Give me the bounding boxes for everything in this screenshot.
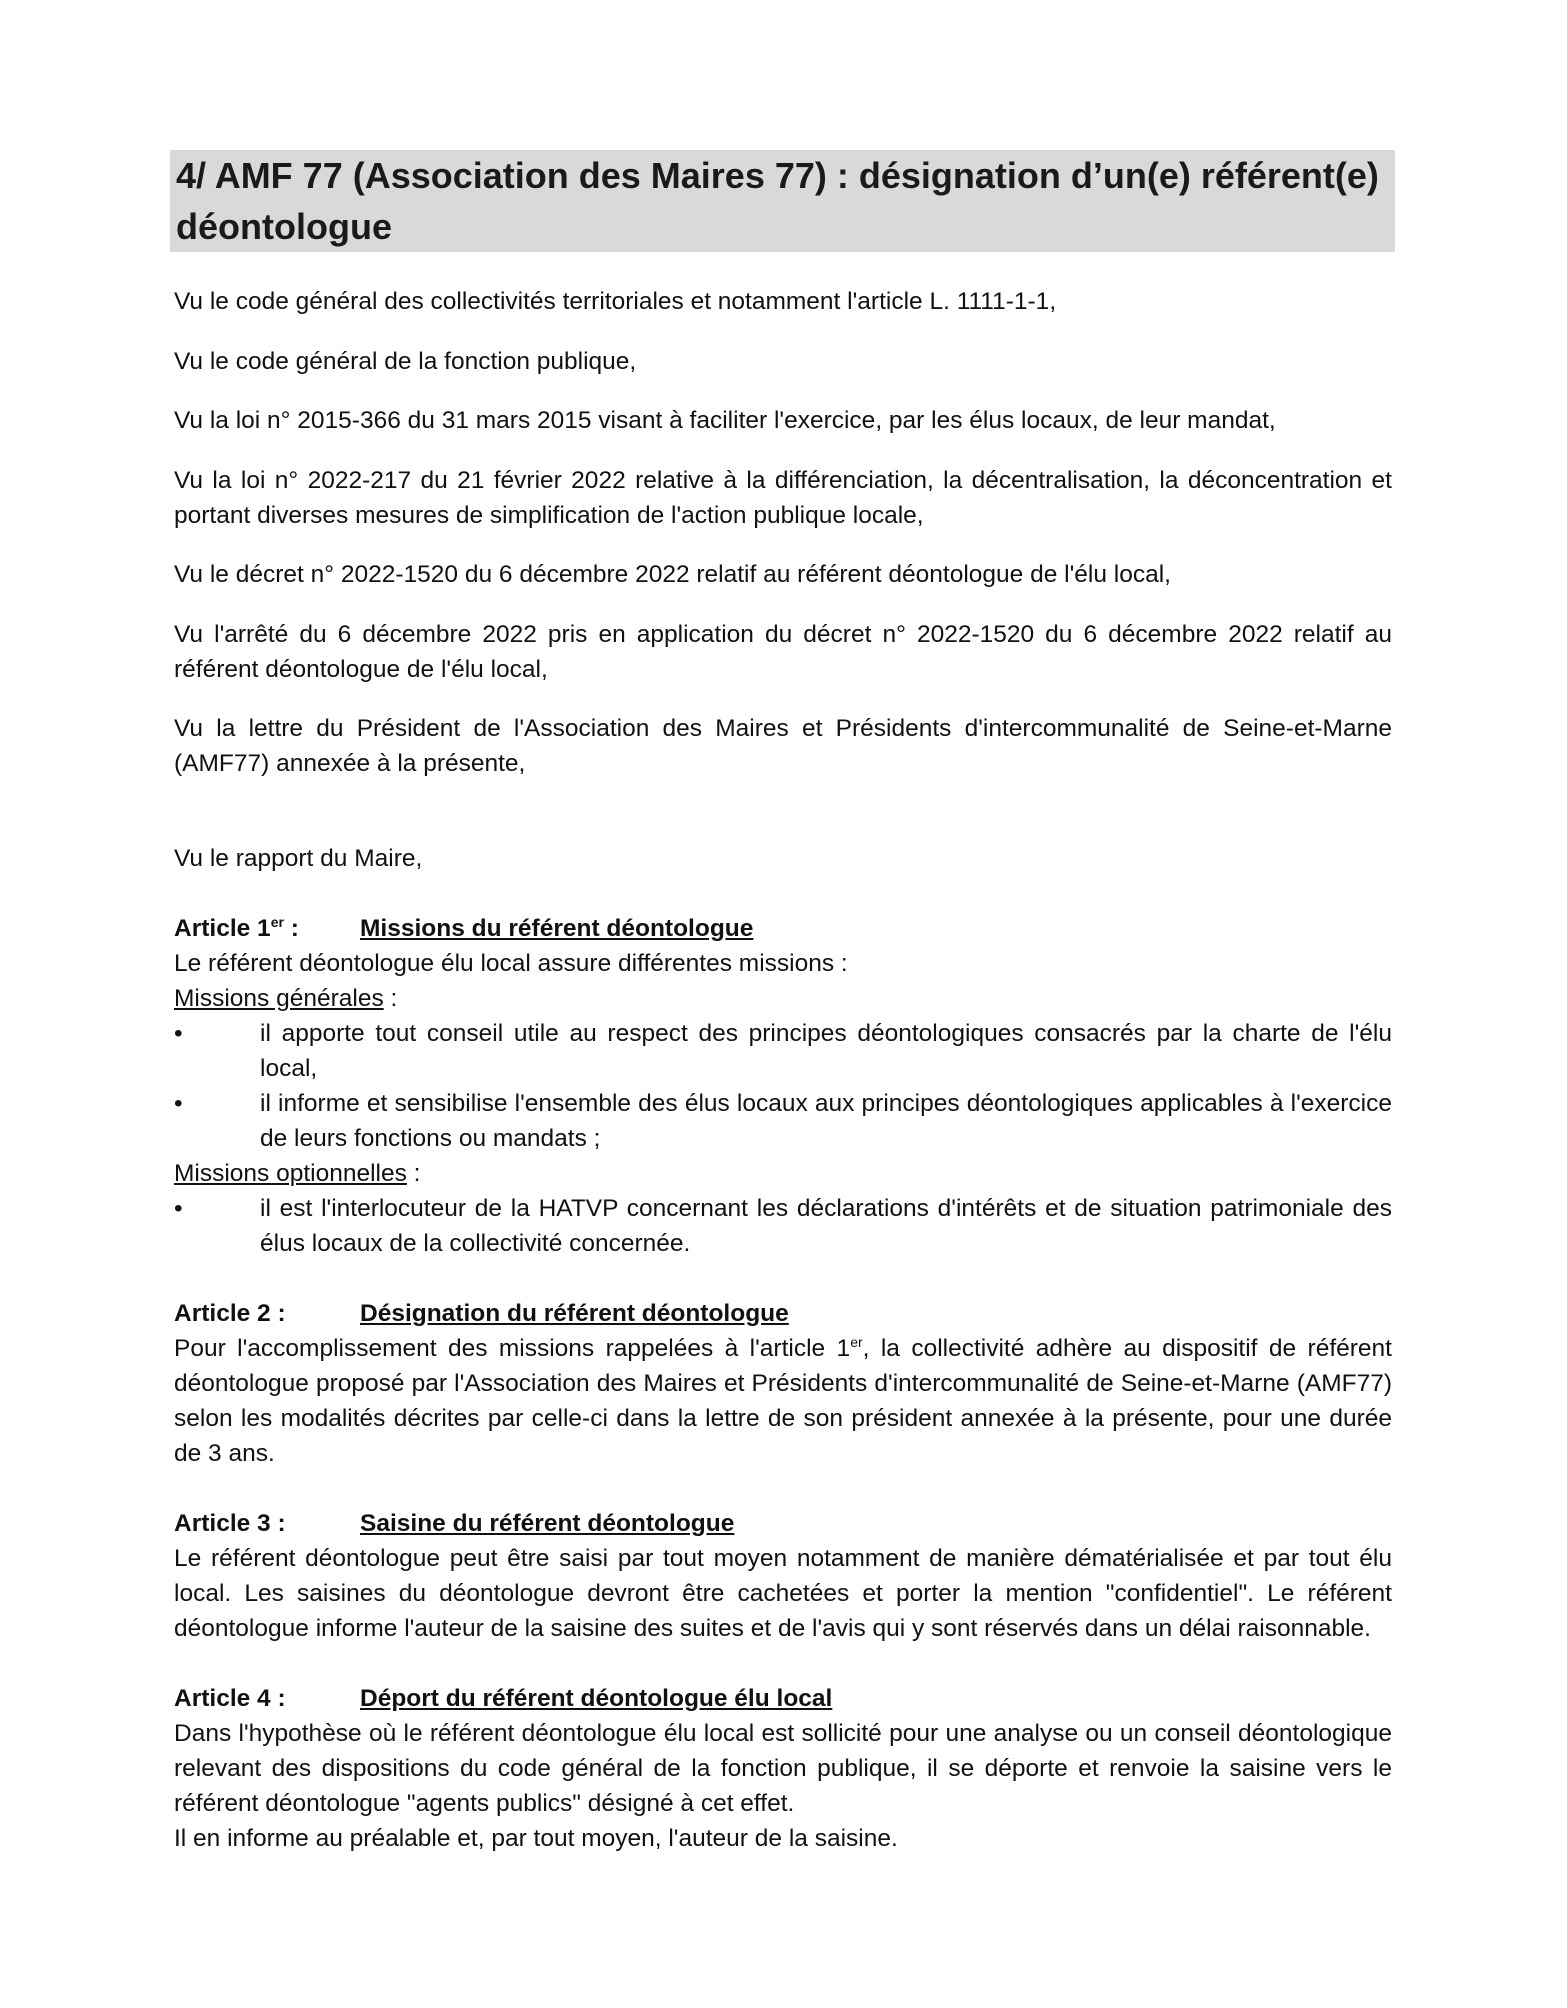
- spacer: [170, 1261, 1395, 1296]
- article-1-heading: [170, 911, 1395, 946]
- bullet-icon: •: [174, 1089, 183, 1117]
- article-4-body: Dans l'hypothèse où le référent déontologue élu local est sollicité pour une analyse ou un conseil déontologique relevant des dispositions du code général de la fonction publique, il se déporte et renvoie la saisine vers le référent déontologue "agents publics" désigné à cet effet.: [174, 1719, 1392, 1817]
- article-1-label: Article 1er :: [174, 913, 299, 942]
- missions-generales-label: Missions générales :: [174, 984, 398, 1012]
- list-item: [170, 1191, 1392, 1261]
- bullet-icon: •: [174, 1194, 183, 1222]
- page-title: 4/ AMF 77 (Association des Maires 77) : désignation d’un(e) référent(e) déontologue: [170, 150, 1395, 252]
- spacer: [170, 1646, 1395, 1681]
- missions-optionnelles-label: Missions optionnelles :: [174, 1159, 421, 1187]
- visa-line: Vu la loi n° 2022-217 du 21 février 2022 relative à la différenciation, la décentralisation, la déconcentration et portant diverses mesures de simplification de l'action publique locale,: [174, 466, 1392, 529]
- visas-block: [170, 284, 1392, 781]
- list-item: [170, 1016, 1392, 1086]
- list-item-text: il informe et sensibilise l'ensemble des élus locaux aux principes déontologiques applicables à l'exercice de leurs fonctions ou mandats ;: [260, 1089, 1392, 1152]
- bullet-icon: •: [174, 1019, 183, 1047]
- list-item-text: il est l'interlocuteur de la HATVP concernant les déclarations d'intérêts et de situation patrimoniale des élus locaux de la collectivité concernée.: [260, 1194, 1392, 1257]
- spacer: [170, 1471, 1395, 1506]
- list-item-text: il apporte tout conseil utile au respect des principes déontologiques consacrés par la charte de l'élu local,: [260, 1019, 1392, 1082]
- article-1-intro: Le référent déontologue élu local assure différentes missions :: [174, 949, 848, 977]
- article-4-title: Déport du référent déontologue élu local: [360, 1684, 833, 1712]
- article-2-body: Pour l'accomplissement des missions rappelées à l'article 1er, la collectivité adhère au dispositif de référent déontologue proposé par l'Association des Maires et Présidents d'intercommunalité de Seine-et-Marne (AMF77) selon les modalités décrites par celle-ci dans la lettre de son président annexée à la présente, pour une durée de 3 ans.: [174, 1333, 1392, 1467]
- visa-line: Vu la loi n° 2015-366 du 31 mars 2015 visant à faciliter l'exercice, par les élus locaux, de leur mandat,: [174, 407, 1276, 434]
- article-3-label: Article 3 :: [174, 1509, 286, 1537]
- rapport-line: Vu le rapport du Maire,: [174, 844, 423, 872]
- visa-line: Vu la lettre du Président de l'Association des Maires et Présidents d'intercommunalité de Seine-et-Marne (AMF77) annexée à la présente,: [174, 715, 1392, 777]
- visa-line: Vu le décret n° 2022-1520 du 6 décembre 2022 relatif au référent déontologue de l'élu local,: [174, 561, 1171, 588]
- visa-line: Vu l'arrêté du 6 décembre 2022 pris en application du décret n° 2022-1520 du 6 décembre 2022 relatif au référent déontologue de l'élu local,: [174, 620, 1392, 683]
- document-page: [170, 150, 1395, 1856]
- article-2-label: Article 2 :: [174, 1299, 286, 1327]
- article-1-title: Missions du référent déontologue: [360, 914, 754, 942]
- article-4-body-2: Il en informe au préalable et, par tout moyen, l'auteur de la saisine.: [174, 1824, 898, 1852]
- visa-line: Vu le code général de la fonction publique,: [174, 347, 637, 375]
- list-item: [170, 1086, 1392, 1156]
- article-2-title: Désignation du référent déontologue: [360, 1299, 789, 1327]
- article-2-heading: [170, 1296, 1395, 1331]
- article-3-title: Saisine du référent déontologue: [360, 1509, 735, 1537]
- article-4-heading: [170, 1681, 1395, 1716]
- article-3-heading: [170, 1506, 1395, 1541]
- visa-line: Vu le code général des collectivités territoriales et notamment l'article L. 1111-1-1,: [174, 288, 1057, 315]
- article-4-label: Article 4 :: [174, 1684, 286, 1712]
- article-3-body: Le référent déontologue peut être saisi par tout moyen notamment de manière dématérialisée et par tout élu local. Les saisines du déontologue devront être cachetées et porter la mention "confidentiel". Le référent déontologue informe l'auteur de la saisine des suites et de l'avis qui y sont réservés dans un délai raisonnable.: [174, 1544, 1392, 1642]
- spacer: [170, 806, 1395, 841]
- spacer: [170, 876, 1395, 911]
